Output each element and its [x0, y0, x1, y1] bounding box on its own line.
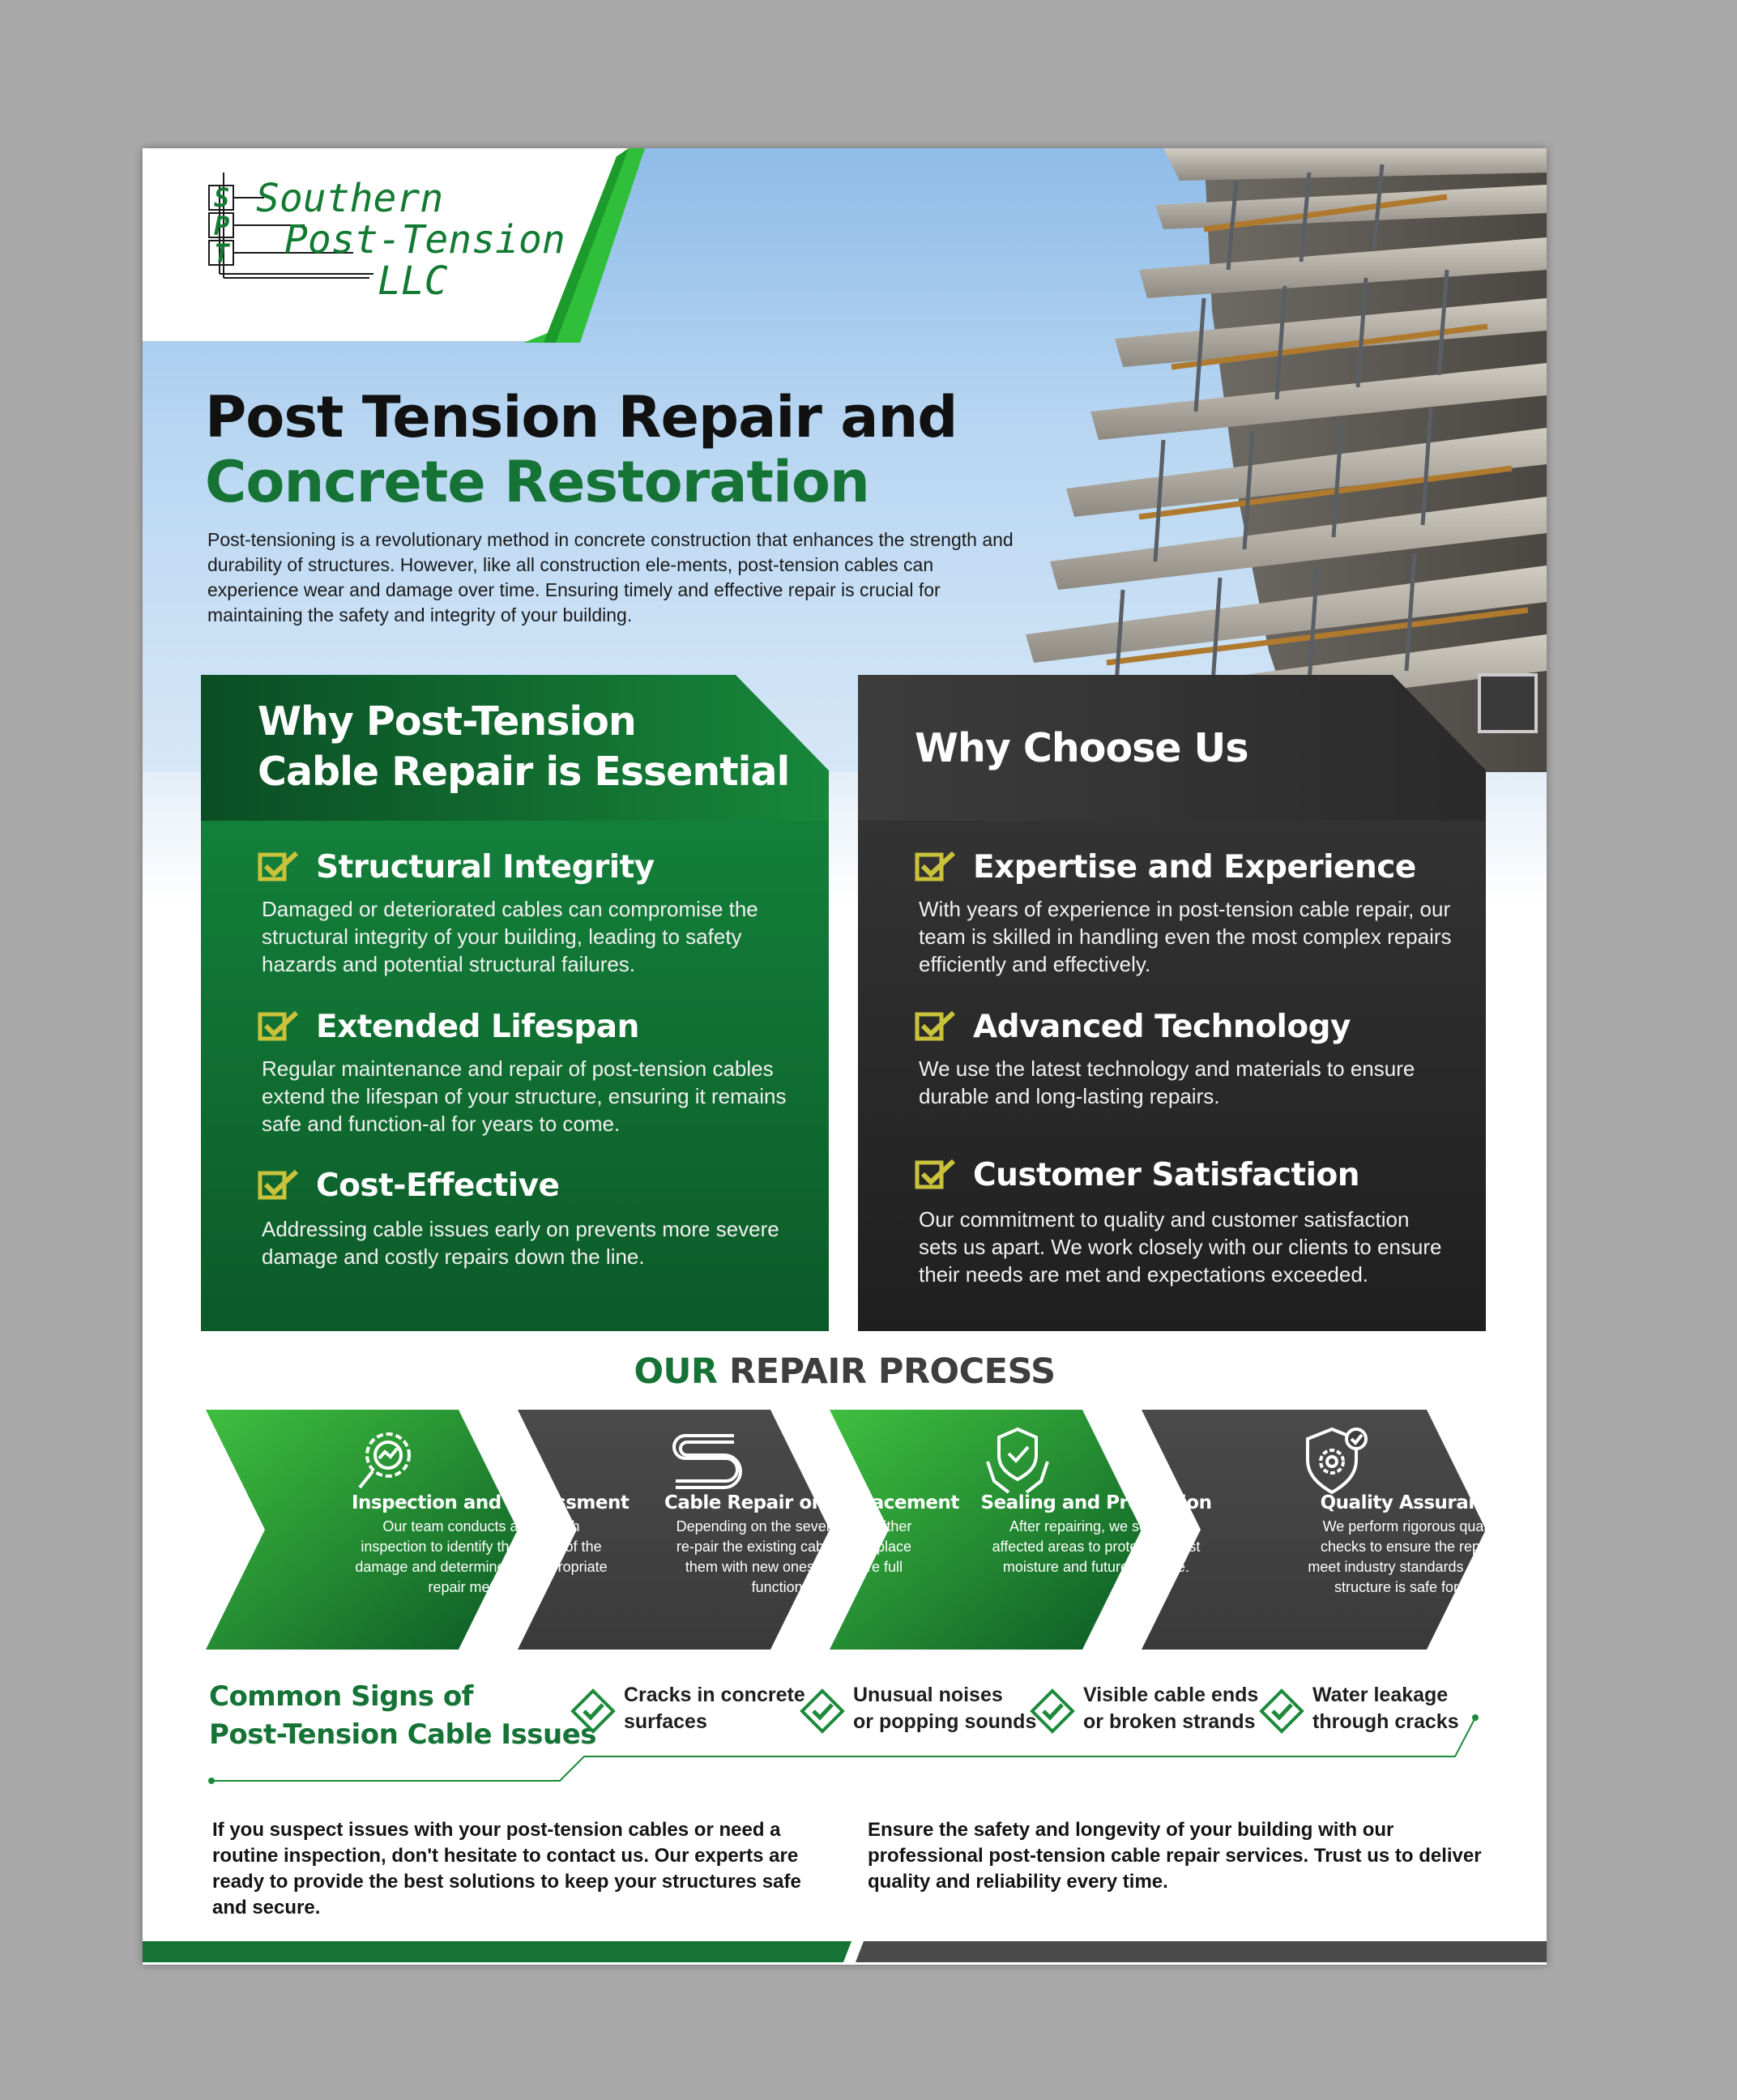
sign-item-4-line-2: through cracks	[1312, 1710, 1459, 1733]
logo-letter-t: T	[214, 238, 230, 269]
common-signs-title-line-1: Common Signs of	[209, 1680, 473, 1713]
checkbox-icon	[258, 1009, 301, 1042]
step-4-text: We perform rigorous quality checks to ensure the repairs meet industry standards and the structure is safe for use.	[1308, 1518, 1517, 1595]
repair-process-steps	[206, 1410, 1517, 1650]
step-2-text: Depending on the severity, we either re-pair the existing cables or replace them with new ones to restore full functional-ity.	[676, 1518, 912, 1595]
logo-line-2: Post-Tension	[284, 217, 565, 262]
checkbox-icon	[258, 1168, 301, 1201]
magnifier-gear-icon	[352, 1424, 425, 1497]
page-title-line-1: Post Tension Repair and	[205, 384, 958, 450]
why-repair-item-1-title: Structural Integrity	[316, 849, 655, 886]
step-4-title: Quality Assurance	[1320, 1492, 1504, 1513]
cable-icon	[669, 1424, 742, 1497]
why-repair-item-2-text: Regular maintenance and repair of post-tension cables extend the lifespan of your structure, ensuring it remains safe and function-al for years to come.	[262, 1056, 787, 1136]
logo-letter-p: P	[214, 211, 230, 241]
quality-gear-shield-icon	[1300, 1424, 1372, 1497]
checkbox-icon	[915, 850, 958, 882]
sign-item-1-label	[624, 1682, 805, 1735]
repair-process-title	[143, 1351, 1547, 1392]
common-signs-title-line-2: Post-Tension Cable Issues	[209, 1718, 597, 1751]
repair-process-title-dark: REPAIR PROCESS	[729, 1351, 1056, 1392]
sign-item-3-line-2: or broken strands	[1083, 1710, 1256, 1733]
step-1-title: Inspection and Assessment	[352, 1492, 630, 1513]
sign-item-4-line-1: Water leakage	[1312, 1684, 1449, 1706]
why-us-item-1-heading	[915, 849, 1416, 886]
why-us-item-1-text: With years of experience in post-tension cable repair, our team is skilled in handling even the most complex repairs efficiently and effectively.	[919, 897, 1452, 976]
why-us-item-2-text: We use the latest technology and materials to ensure durable and long-lasting repairs.	[919, 1056, 1415, 1108]
sign-item-4-label	[1312, 1682, 1459, 1735]
step-3	[967, 1491, 1226, 1577]
intro-paragraph: Post-tensioning is a revolutionary method in concrete construction that enhances the strength and durability of structures. However, like all construction ele-ments, post-tension cables can experience wear and damage over time. Ensuring timely and effective repair is crucial for maintaining the safety and integrity of your building.	[207, 529, 1014, 625]
sign-item-2-line-2: or popping sounds	[853, 1710, 1037, 1733]
step-2	[664, 1491, 959, 1598]
why-repair-item-2-heading	[258, 1009, 639, 1046]
shield-hands-icon	[981, 1424, 1054, 1497]
step-2-title: Cable Repair or Replacement	[664, 1492, 959, 1513]
step-3-title: Sealing and Protection	[980, 1492, 1212, 1513]
why-repair-item-3-text: Addressing cable issues early on prevents more severe damage and costly repairs down the line.	[262, 1217, 779, 1269]
check-diamond-icon	[1259, 1688, 1304, 1734]
step-4	[1282, 1491, 1542, 1598]
why-repair-title-line-2: Cable Repair is Essential	[258, 749, 790, 795]
common-signs-title	[209, 1678, 596, 1754]
sign-item-3-label	[1083, 1682, 1258, 1735]
why-repair-panel	[201, 675, 829, 1331]
why-repair-title-line-1: Why Post-Tension	[258, 698, 636, 745]
why-repair-item-1-heading	[258, 849, 655, 886]
why-choose-us-title: Why Choose Us	[915, 725, 1248, 771]
sign-item-2-line-1: Unusual noises	[853, 1684, 1003, 1706]
page-title-line-2: Concrete Restoration	[205, 449, 869, 515]
why-repair-item-3-title: Cost-Effective	[316, 1167, 560, 1204]
why-repair-item-2-title: Extended Lifespan	[316, 1009, 639, 1045]
logo-line-1: Southern	[256, 176, 444, 221]
why-us-item-2-title: Advanced Technology	[973, 1009, 1351, 1045]
checkbox-icon	[258, 850, 301, 882]
why-us-item-3-heading	[915, 1157, 1359, 1194]
step-3-text: After repairing, we seal the affected areas to protect against moisture and future damage.	[992, 1518, 1201, 1575]
step-1-text: Our team conducts a thorough inspection to identify the extent of the damage and determine the appropriate repair meth-ods.	[355, 1518, 608, 1595]
why-choose-us-panel	[858, 675, 1486, 1331]
why-us-item-2-heading	[915, 1009, 1351, 1046]
step-1	[352, 1491, 630, 1598]
footer-left-text: If you suspect issues with your post-tension cables or need a routine inspection, don't hesitate to contact us. Our experts are ready to provide the best solutions to keep your structures safe and secure.	[212, 1819, 801, 1919]
checkbox-icon	[915, 1158, 958, 1190]
why-repair-item-1-text: Damaged or deteriorated cables can compromise the structural integrity of your building, leading to safety hazards and potential structural failures.	[262, 897, 758, 976]
flyer	[143, 148, 1547, 1965]
repair-process-title-green: OUR	[634, 1351, 718, 1392]
why-us-item-3-title: Customer Satisfaction	[973, 1157, 1360, 1193]
why-repair-item-3-heading	[258, 1167, 560, 1205]
check-diamond-icon	[1030, 1688, 1075, 1734]
check-diamond-icon	[570, 1688, 616, 1734]
bottom-bar	[143, 1941, 1547, 1962]
sign-item-3-line-1: Visible cable ends	[1083, 1684, 1259, 1706]
logo-line-3: LLC	[378, 258, 448, 304]
logo	[143, 148, 645, 343]
sign-item-1-line-2: surfaces	[624, 1710, 707, 1733]
footer-right-text: Ensure the safety and longevity of your building with our professional post-tension cable repair services. Trust us to deliver quality and reliability every time.	[868, 1819, 1482, 1893]
sign-item-1-line-1: Cracks in concrete	[624, 1684, 805, 1706]
why-us-item-1-title: Expertise and Experience	[973, 849, 1416, 886]
sign-item-2-label	[853, 1682, 1036, 1735]
check-diamond-icon	[800, 1688, 845, 1734]
why-us-item-3-text: Our commitment to quality and customer satisfaction sets us apart. We work closely with our clients to ensure their needs are met and expectations exceeded.	[919, 1207, 1442, 1287]
logo-letter-s: S	[214, 182, 230, 213]
checkbox-icon	[915, 1009, 958, 1042]
